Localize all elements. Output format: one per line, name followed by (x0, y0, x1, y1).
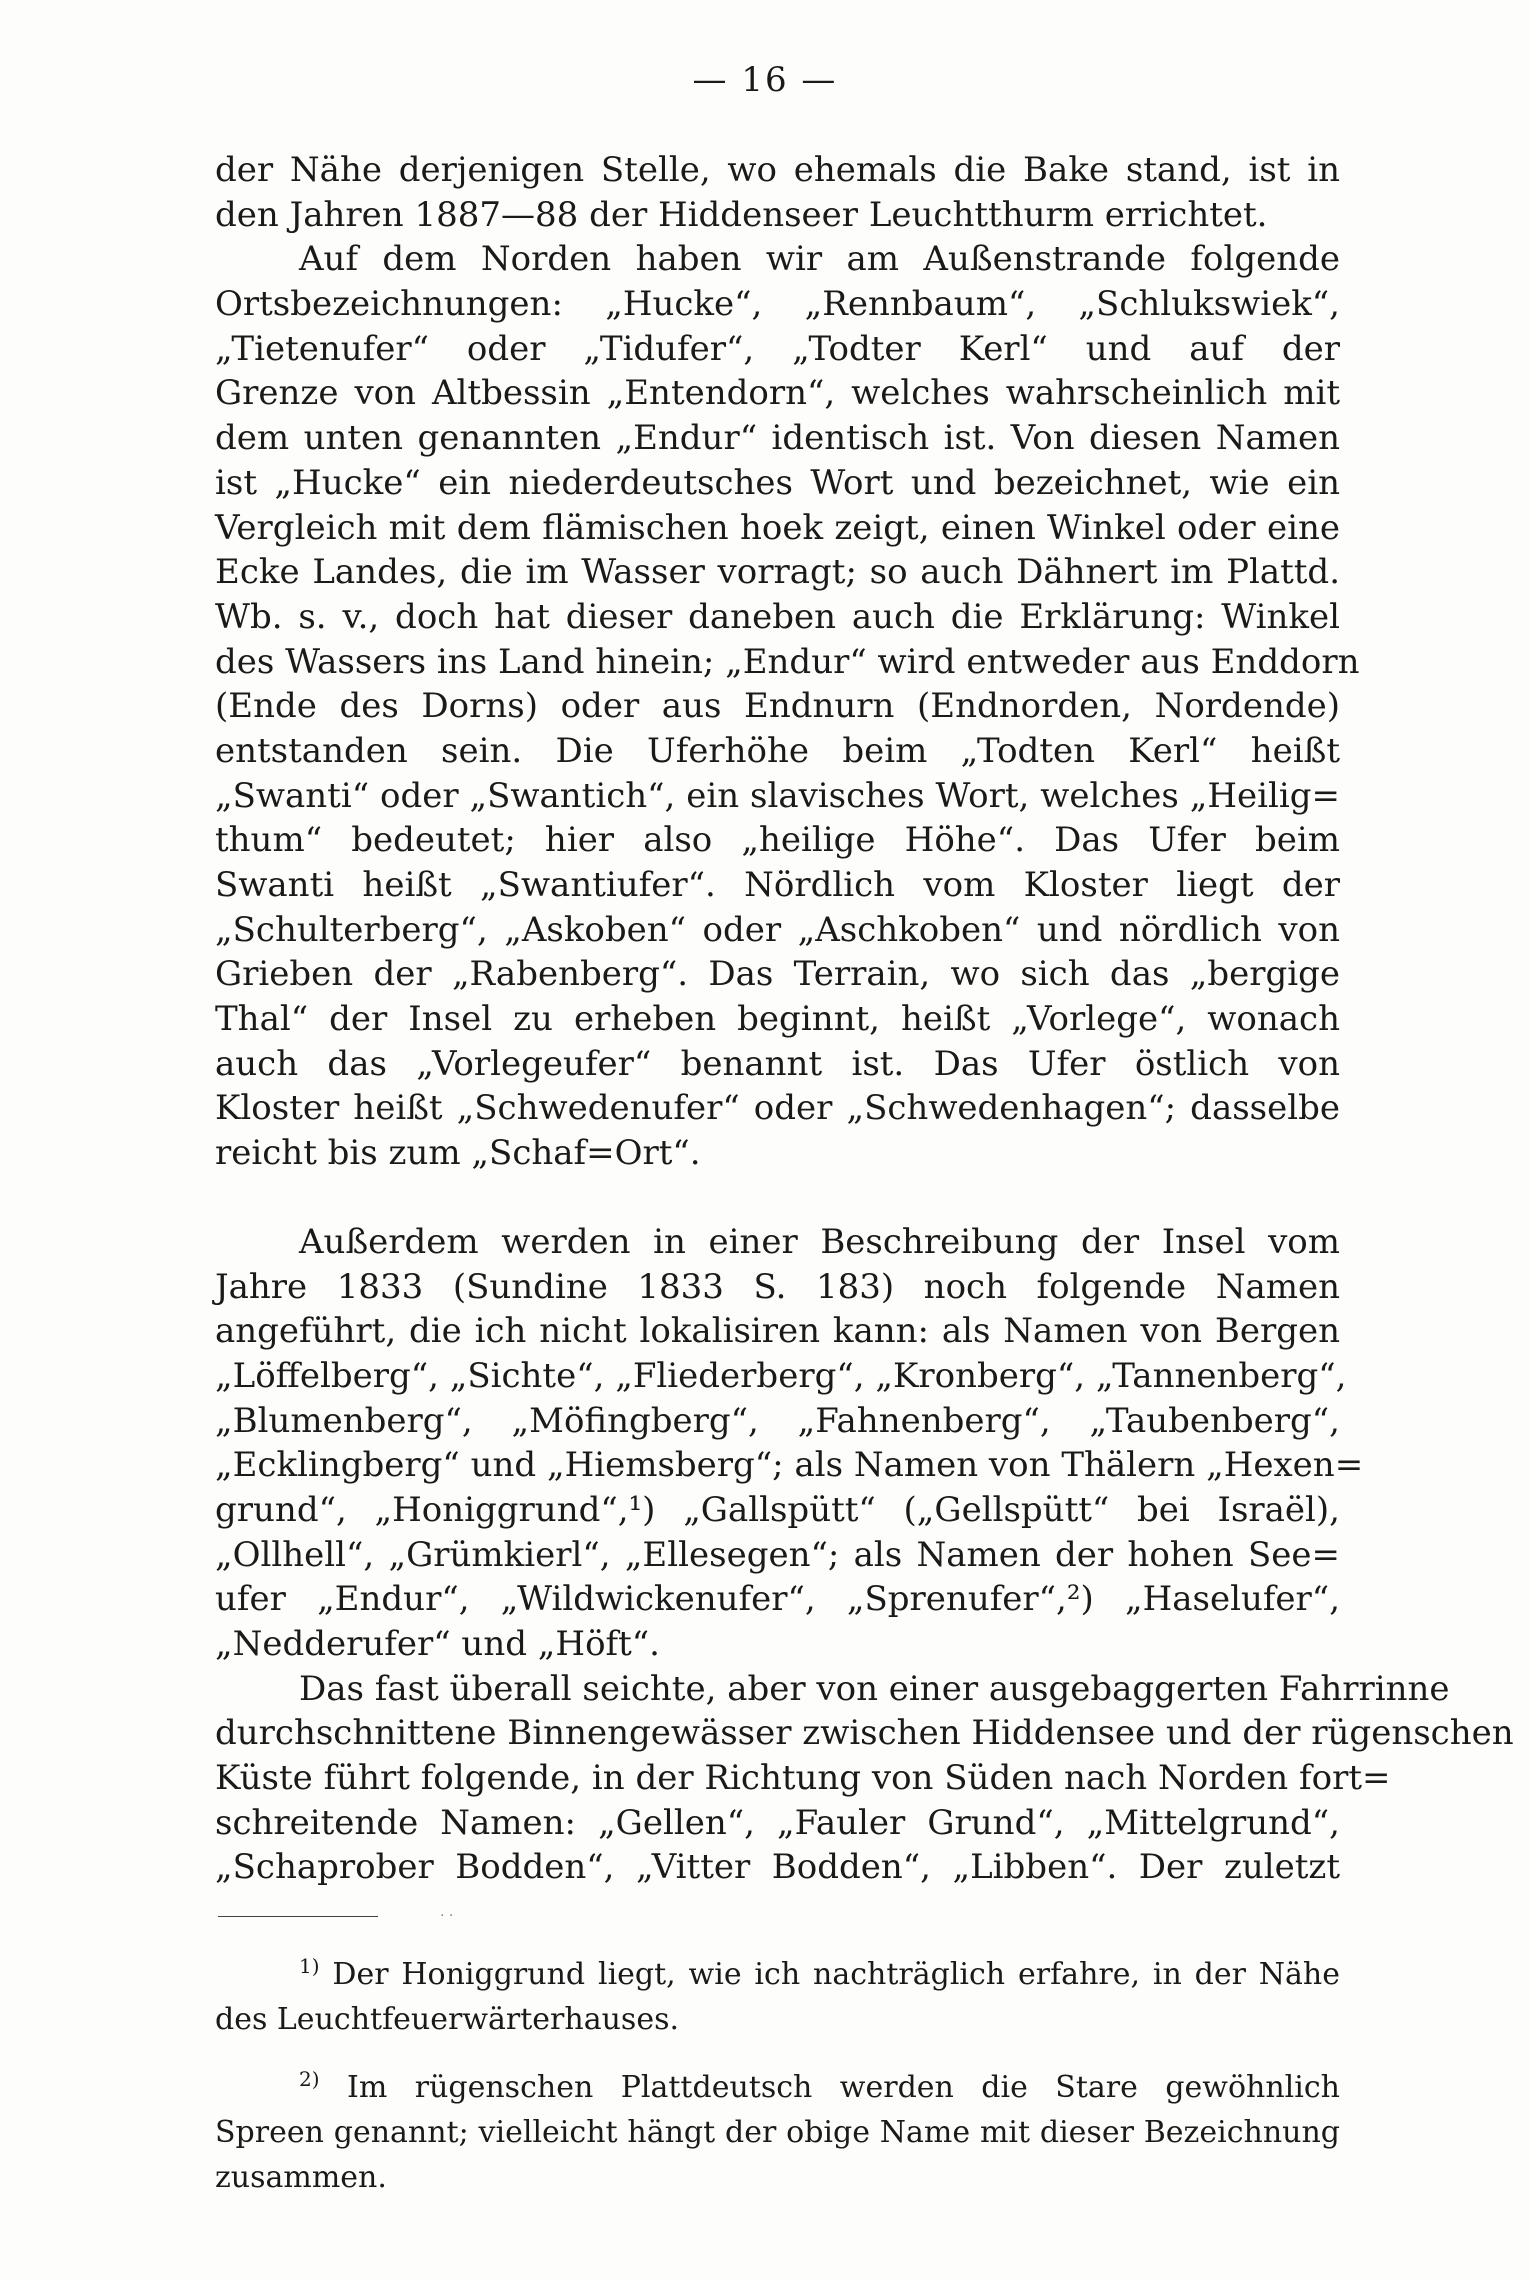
text-line: „Swanti“ oder „Swantich“, ein slavisches Wort, welches „Heilig= (215, 775, 1340, 816)
text-line: Swanti heißt „Swantiufer“. Nördlich vom Kloster liegt der (215, 865, 1340, 905)
paragraph (215, 148, 1340, 237)
footnotes (215, 1956, 1340, 2203)
text-line: „Nedderufer“ und „Höft“. (215, 1624, 660, 1664)
text-line: thum“ bedeutet; hier also „heilige Höhe“. Das Ufer beim (215, 820, 1340, 861)
text-line: Wb. s. v., doch hat dieser daneben auch die Erklärung: Winkel (215, 596, 1340, 637)
paragraph (215, 237, 1360, 1175)
text-line: reicht bis zum „Schaf=Ort“. (215, 1133, 701, 1174)
text-line: Kloster heißt „Schwedenufer“ oder „Schwedenhagen“; dasselbe (215, 1088, 1340, 1129)
footnote-line: Spreen genannt; vielleicht hängt der obige Name mit dieser Bezeichnung (215, 2115, 1340, 2151)
text-line: „Löffelberg“, „Sichte“, „Fliederberg“, „Kronberg“, „Tannenberg“, (215, 1355, 1347, 1396)
text-line: Vergleich mit dem flämischen hoek zeigt, einen Winkel oder eine (215, 507, 1340, 548)
text-line: (Ende des Dorns) oder aus Endnurn (Endnorden, Nordende) (215, 686, 1340, 727)
footnote-gap (215, 2045, 1340, 2069)
text-line: Grieben der „Rabenberg“. Das Terrain, wo sich das „bergige (215, 954, 1340, 995)
text-line: „Schaprober Bodden“, „Vitter Bodden“, „Libben“. Der zuletzt (215, 1847, 1340, 1888)
text-line: „Ollhell“, „Grümkierl“, „Ellesegen“; als Namen der hohen See= (215, 1534, 1340, 1575)
footnote-line: zusammen. (215, 2159, 387, 2195)
body-text (215, 148, 1514, 1890)
text-line: auch das „Vorlegeufer“ benannt ist. Das Ufer östlich von (215, 1043, 1340, 1084)
text-line: „Tietenufer“ oder „Tidufer“, „Todter Kerl“ und auf der (215, 328, 1340, 369)
text-line: des Wassers ins Land hinein; „Endur“ wird entweder aus Enddorn (215, 641, 1360, 682)
footnote-line (215, 1956, 1340, 2001)
footnote (215, 1956, 1340, 2045)
text-line: Ortsbezeichnungen: „Hucke“, „Rennbaum“, „Schlukswiek“, (215, 284, 1340, 325)
text-line: durchschnittene Binnengewässer zwischen Hiddensee und der rügenschen (215, 1713, 1514, 1754)
footnote-text: Der Honiggrund liegt, wie ich nachträglich erfahre, in der Nähe (332, 1957, 1340, 1992)
paragraph (215, 1667, 1514, 1890)
text-line: Auf dem Norden haben wir am Außenstrande folgende (299, 239, 1340, 280)
text-line: Das fast überall seichte, aber von einer ausgebaggerten Fahrrinne (299, 1668, 1450, 1709)
text-line: der Nähe derjenigen Stelle, wo ehemals die Bake stand, ist in (215, 150, 1340, 190)
text-line: „Ecklingberg“ und „Hiemsberg“; als Namen von Thälern „Hexen= (215, 1445, 1364, 1486)
text-line: Küste führt folgende, in der Richtung von Süden nach Norden fort= (215, 1758, 1391, 1799)
text-line: Grenze von Altbessin „Entendorn“, welches wahrscheinlich mit (215, 373, 1340, 414)
footnote-separator (218, 1916, 378, 1917)
page-number: — 16 — (692, 60, 838, 100)
text-line: „Blumenberg“, „Möfingberg“, „Fahnenberg“, „Taubenberg“, (215, 1400, 1340, 1441)
text-line: angeführt, die ich nicht lokalisiren kann: als Namen von Bergen (215, 1311, 1340, 1352)
text-line: schreitende Namen: „Gellen“, „Fauler Grund“, „Mittelgrund“, (215, 1802, 1340, 1843)
text-line: dem unten genannten „Endur“ identisch ist. Von diesen Namen (215, 418, 1340, 459)
text-line: ufer „Endur“, „Wildwickenufer“, „Sprenufer“,²) „Haselufer“, (215, 1579, 1340, 1620)
footnote-text: Im rügenschen Plattdeutsch werden die Stare gewöhnlich (346, 2070, 1340, 2106)
text-line: Außerdem werden in einer Beschreibung der Insel vom (299, 1221, 1340, 1262)
text-line: entstanden sein. Die Uferhöhe beim „Todten Kerl“ heißt (215, 730, 1340, 771)
footnote-line: des Leuchtfeuerwärterhauses. (215, 2001, 680, 2037)
text-line: Thal“ der Insel zu erheben beginnt, heißt „Vorlege“, wonach (215, 999, 1340, 1040)
text-line: „Schulterberg“, „Askoben“ oder „Aschkoben“ und nördlich von (215, 909, 1340, 950)
text-line: Ecke Landes, die im Wasser vorragt; so auch Dähnert im Plattd. (215, 552, 1340, 593)
paragraph (215, 1220, 1364, 1667)
paragraph-gap (215, 1176, 1340, 1220)
text-line: den Jahren 1887—88 der Hiddenseer Leuchtthurm errichtet. (215, 194, 1268, 235)
footnote-marker: 1) (299, 1954, 320, 1978)
text-line: Jahre 1833 (Sundine 1833 S. 183) noch folgende Namen (215, 1266, 1340, 1307)
footnote-line (215, 2069, 1340, 2114)
separator-mark: · · (440, 1908, 454, 1924)
footnote (215, 2069, 1340, 2203)
text-line: ist „Hucke“ ein niederdeutsches Wort und bezeichnet, wie ein (215, 462, 1340, 503)
footnote-marker: 2) (299, 2067, 320, 2092)
text-line: grund“, „Honiggrund“,¹) „Gallspütt“ („Gellspütt“ bei Israël), (215, 1489, 1340, 1530)
